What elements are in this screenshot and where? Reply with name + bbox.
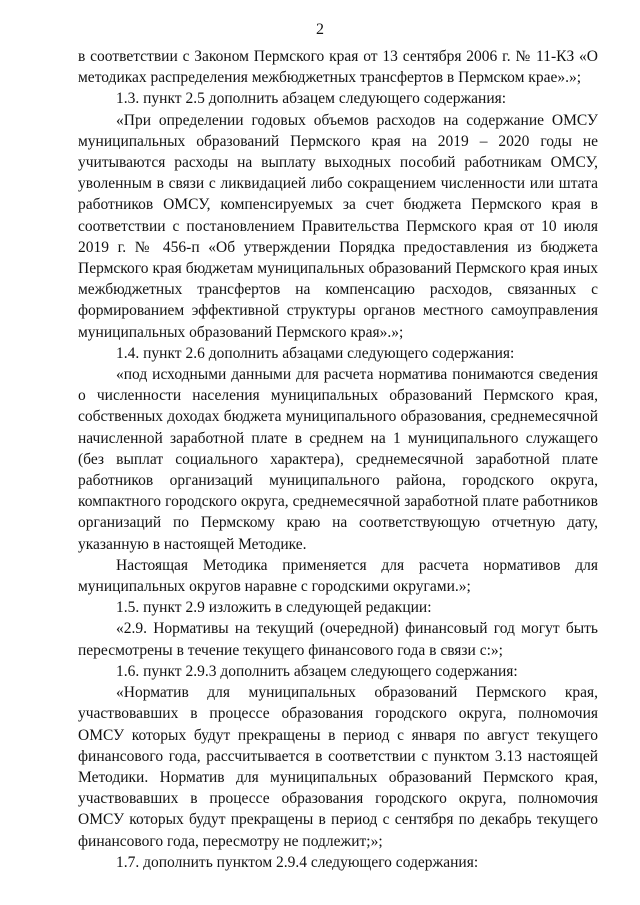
paragraph-quote-2-9-3: «Норматив для муниципальных образований Пермского края, участвовавших в процессе образования городского округа, полномочия ОМСУ которых будут прекращены в период с января по август текущего финансового года, рассчитывается в соответствии с пунктом 3.13 настоящей Методики. Норматив для муниципальных образований Пермского края, участвовавших в процессе образования городского округа, полномочия ОМСУ которых будут прекращены в период с сентября по декабрь текущего финансового года, пересмотру не подлежит;»; [78, 684, 598, 850]
paragraph-quote-2-5: «При определении годовых объемов расходов на содержание ОМСУ муниципальных образований Пермского края на 2019 – 2020 годы не учитываются расходы на выплату выходных пособий работникам ОМСУ, уволенным в связи с ликвидацией либо сокращением численности или штата работников ОМСУ, компенсируемых за счет бюджета Пермского края в соответствии с постановлением Правительства Пермского края от 10 июля 2019 г. № 456-п «Об утверждении Порядка предоставления из бюджета Пермского края бюджетам муниципальных образований Пермского края иных межбюджетных трансфертов на компенсацию расходов, связанных с формированием эффективной структуры органов местного самоуправления муниципальных образований Пермского края».»; [78, 111, 598, 341]
paragraph-quote-2-6: «под исходными данными для расчета норматива понимаются сведения о численности населения муниципальных образований Пермского края, собственных доходах бюджета муниципального образования, среднемесячной начисленной заработной плате в среднем на 1 муниципального служащего (без выплат социального характера), среднемесячной заработной плате работников организаций муниципального района, городского округа, компактного городского округа, среднемесячной заработной плате работников организаций по Пермскому краю на соответствующую отчетную дату, указанную в настоящей Методике. [78, 366, 598, 553]
paragraph-item-1-4: 1.4. пункт 2.6 дополнить абзацами следующего содержания: [116, 344, 515, 362]
paragraph-continuation: в соответствии с Законом Пермского края от 13 сентября 2006 г. № 11-КЗ «О методиках распределения межбюджетных трансфертов в Пермском крае».»; [78, 48, 598, 87]
page-number: 2 [316, 21, 324, 38]
paragraph-methodology-scope: Настоящая Методика применяется для расчета нормативов для муниципальных округов наравне с городскими округами.»; [78, 556, 598, 596]
paragraph-item-1-3: 1.3. пункт 2.5 дополнить абзацем следующего содержания: [116, 90, 507, 108]
paragraph-item-1-6: 1.6. пункт 2.9.3 дополнить абзацем следующего содержания: [116, 662, 518, 680]
paragraph-item-1-7: 1.7. дополнить пунктом 2.9.4 следующего содержания: [116, 853, 479, 871]
paragraph-item-1-5: 1.5. пункт 2.9 изложить в следующей редакции: [116, 599, 432, 617]
paragraph-quote-2-9: «2.9. Нормативы на текущий (очередной) финансовый год могут быть пересмотрены в течение текущего финансового года в связи с:»; [78, 620, 598, 659]
document-body [78, 46, 598, 873]
